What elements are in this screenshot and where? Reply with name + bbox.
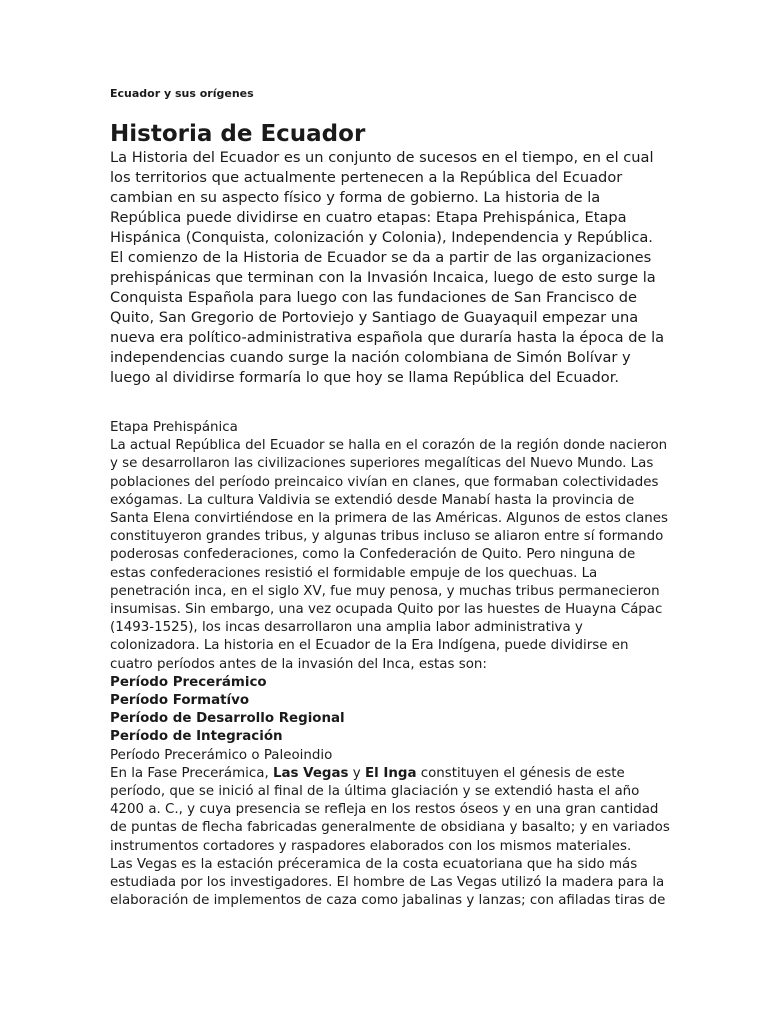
fase-text: En la Fase Precerámica, — [110, 765, 273, 781]
prehispanic-section — [110, 419, 670, 910]
las-vegas-paragraph: Las Vegas es la estación préceramica de la costa ecuatoriana que ha sido más estudiada por los investigadores. El hombre de Las Vegas utilizó la madera para la elaboración de implementos de caza como jabalinas y lanzas; con afiladas tiras de — [110, 856, 666, 909]
fase-paragraph — [110, 765, 670, 856]
fase-bold-las-vegas: Las Vegas — [272, 765, 349, 781]
fase-text: y — [348, 765, 365, 781]
subheading: Período Precerámico o Paleoindio — [110, 747, 333, 763]
period-item: Período Formatívo — [110, 693, 250, 709]
section-paragraph: La actual República del Ecuador se halla en el corazón de la región donde nacieron y se desarrollaron las civilizaciones superiores megalíticas del Nuevo Mundo. Las poblaciones del período preincaico vivían en clanes, que formaban colectividades exógamas. La cultura Valdivia se extendió desde Manabí hasta la provincia de Santa Elena convirtiéndose en la primera de las Américas. Algunos de estos clanes constituyeron grandes tribus, y algunas tribus incluso se aliaron entre sí formando poderosas confederaciones, como la Confederación de Quito. Pero ninguna de estas confederaciones resistió el formidable empuje de los quechuas. La penetración inca, en el siglo XV, fue muy penosa, y muchas tribus permanecieron insumisas. Sin embargo, una vez ocupada Quito por las huestes de Huayna Cápac (1493-1525), los incas desarrollaron una amplia labor administrativa y colonizadora. La historia en el Ecuador de la Era Indígena, puede dividirse en cuatro períodos antes de la invasión del Inca, estas son: — [110, 438, 668, 672]
page-title: Historia de Ecuador — [110, 121, 366, 147]
period-item: Período de Integración — [110, 729, 283, 745]
intro-section — [110, 148, 670, 388]
document-header: Ecuador y sus orígenes — [110, 87, 254, 100]
period-item: Período Precerámico — [110, 674, 267, 690]
period-item: Período de Desarrollo Regional — [110, 711, 345, 727]
section-heading: Etapa Prehispánica — [110, 420, 238, 435]
intro-paragraph: La Historia del Ecuador es un conjunto de sucesos en el tiempo, en el cual los territorios que actualmente pertenecen a la República del Ecuador cambian en su aspecto físico y forma de gobierno. La historia de la República puede dividirse en cuatro etapas: Etapa Prehispánica, Etapa Hispánica (Conquista, colonización y Colonia), Independencia y República. — [110, 149, 654, 246]
fase-bold-el-inga: El Inga — [364, 765, 417, 781]
intro-paragraph: El comienzo de la Historia de Ecuador se da a partir de las organizaciones prehispánicas que terminan con la Invasión Incaica, luego de esto surge la Conquista Española para luego con las fundaciones de San Francisco de Quito, San Gregorio de Portoviejo y Santiago de Guayaquil empezar una nueva era político-administrativa española que duraría hasta la época de la independencias cuando surge la nación colombiana de Simón Bolívar y luego al dividirse formaría lo que hoy se llama República del Ecuador. — [110, 249, 665, 386]
fase-text: constituyen el génesis de este período, que se inició al final de la última glaciación y se extendió hasta el año 4200 a. C., y cuya presencia se refleja en los restos óseos y en una gran cantidad de puntas de flecha fabricadas generalmente de obsidiana y basalto; y en variados instrumentos cortadores y raspadores elaborados con los mismos materiales. — [110, 765, 670, 854]
